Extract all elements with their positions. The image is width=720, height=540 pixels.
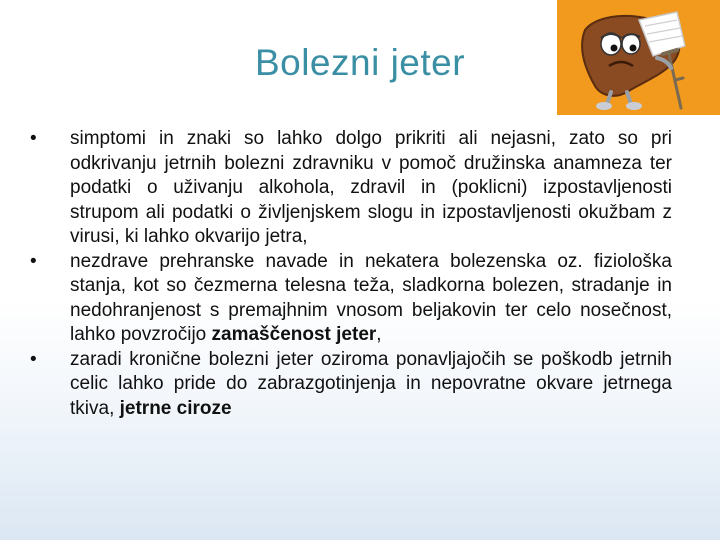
bullet-text-end: ,	[376, 324, 382, 345]
bullet-dot: •	[30, 128, 37, 149]
cartoon-liver-with-crutch-icon	[557, 0, 720, 115]
bullet-item-fatty-liver	[30, 250, 672, 348]
slide-title: Bolezni jeter	[254, 42, 466, 83]
bullet-item-cirrhosis	[30, 348, 672, 422]
bullet-item-symptoms	[30, 127, 672, 250]
bullet-text: zaradi kronične bolezni jeter oziroma ponavljajočih se poškodb jetrnih celic lahko pride do zabrazgotinjenja in nepovratne okvare jetrnega tkiva,	[70, 348, 672, 419]
bullet-bold-term: zamaščenost jeter	[211, 324, 377, 345]
bullet-dot: •	[30, 348, 37, 370]
bullet-list	[30, 127, 672, 421]
bullet-text: simptomi in znaki so lahko dolgo prikriti ali nejasni, zato so pri odkrivanju jetrnih bolezni zdravniku v pomoč družinska anamneza ter podatki o uživanju alkohola, zdravil in (poklicni) izpostavljenosti strupom ali podatki o življenjskem slogu in izpostavljenosti okužbam z virusi, ki lahko okvarijo jetra,	[70, 128, 672, 247]
bullet-bold-term: jetrne ciroze	[119, 397, 232, 419]
slide-content	[30, 127, 672, 421]
bullet-text: nezdrave prehranske navade in nekatera bolezenska oz. fiziološka stanja, kot so čezmerna telesna teža, sladkorna bolezen, stradanje in nedohranjenost s premajhnim vnosom beljakovin ter celo nosečnost, lahko povzročijo	[70, 250, 672, 345]
bullet-dot: •	[30, 250, 37, 272]
